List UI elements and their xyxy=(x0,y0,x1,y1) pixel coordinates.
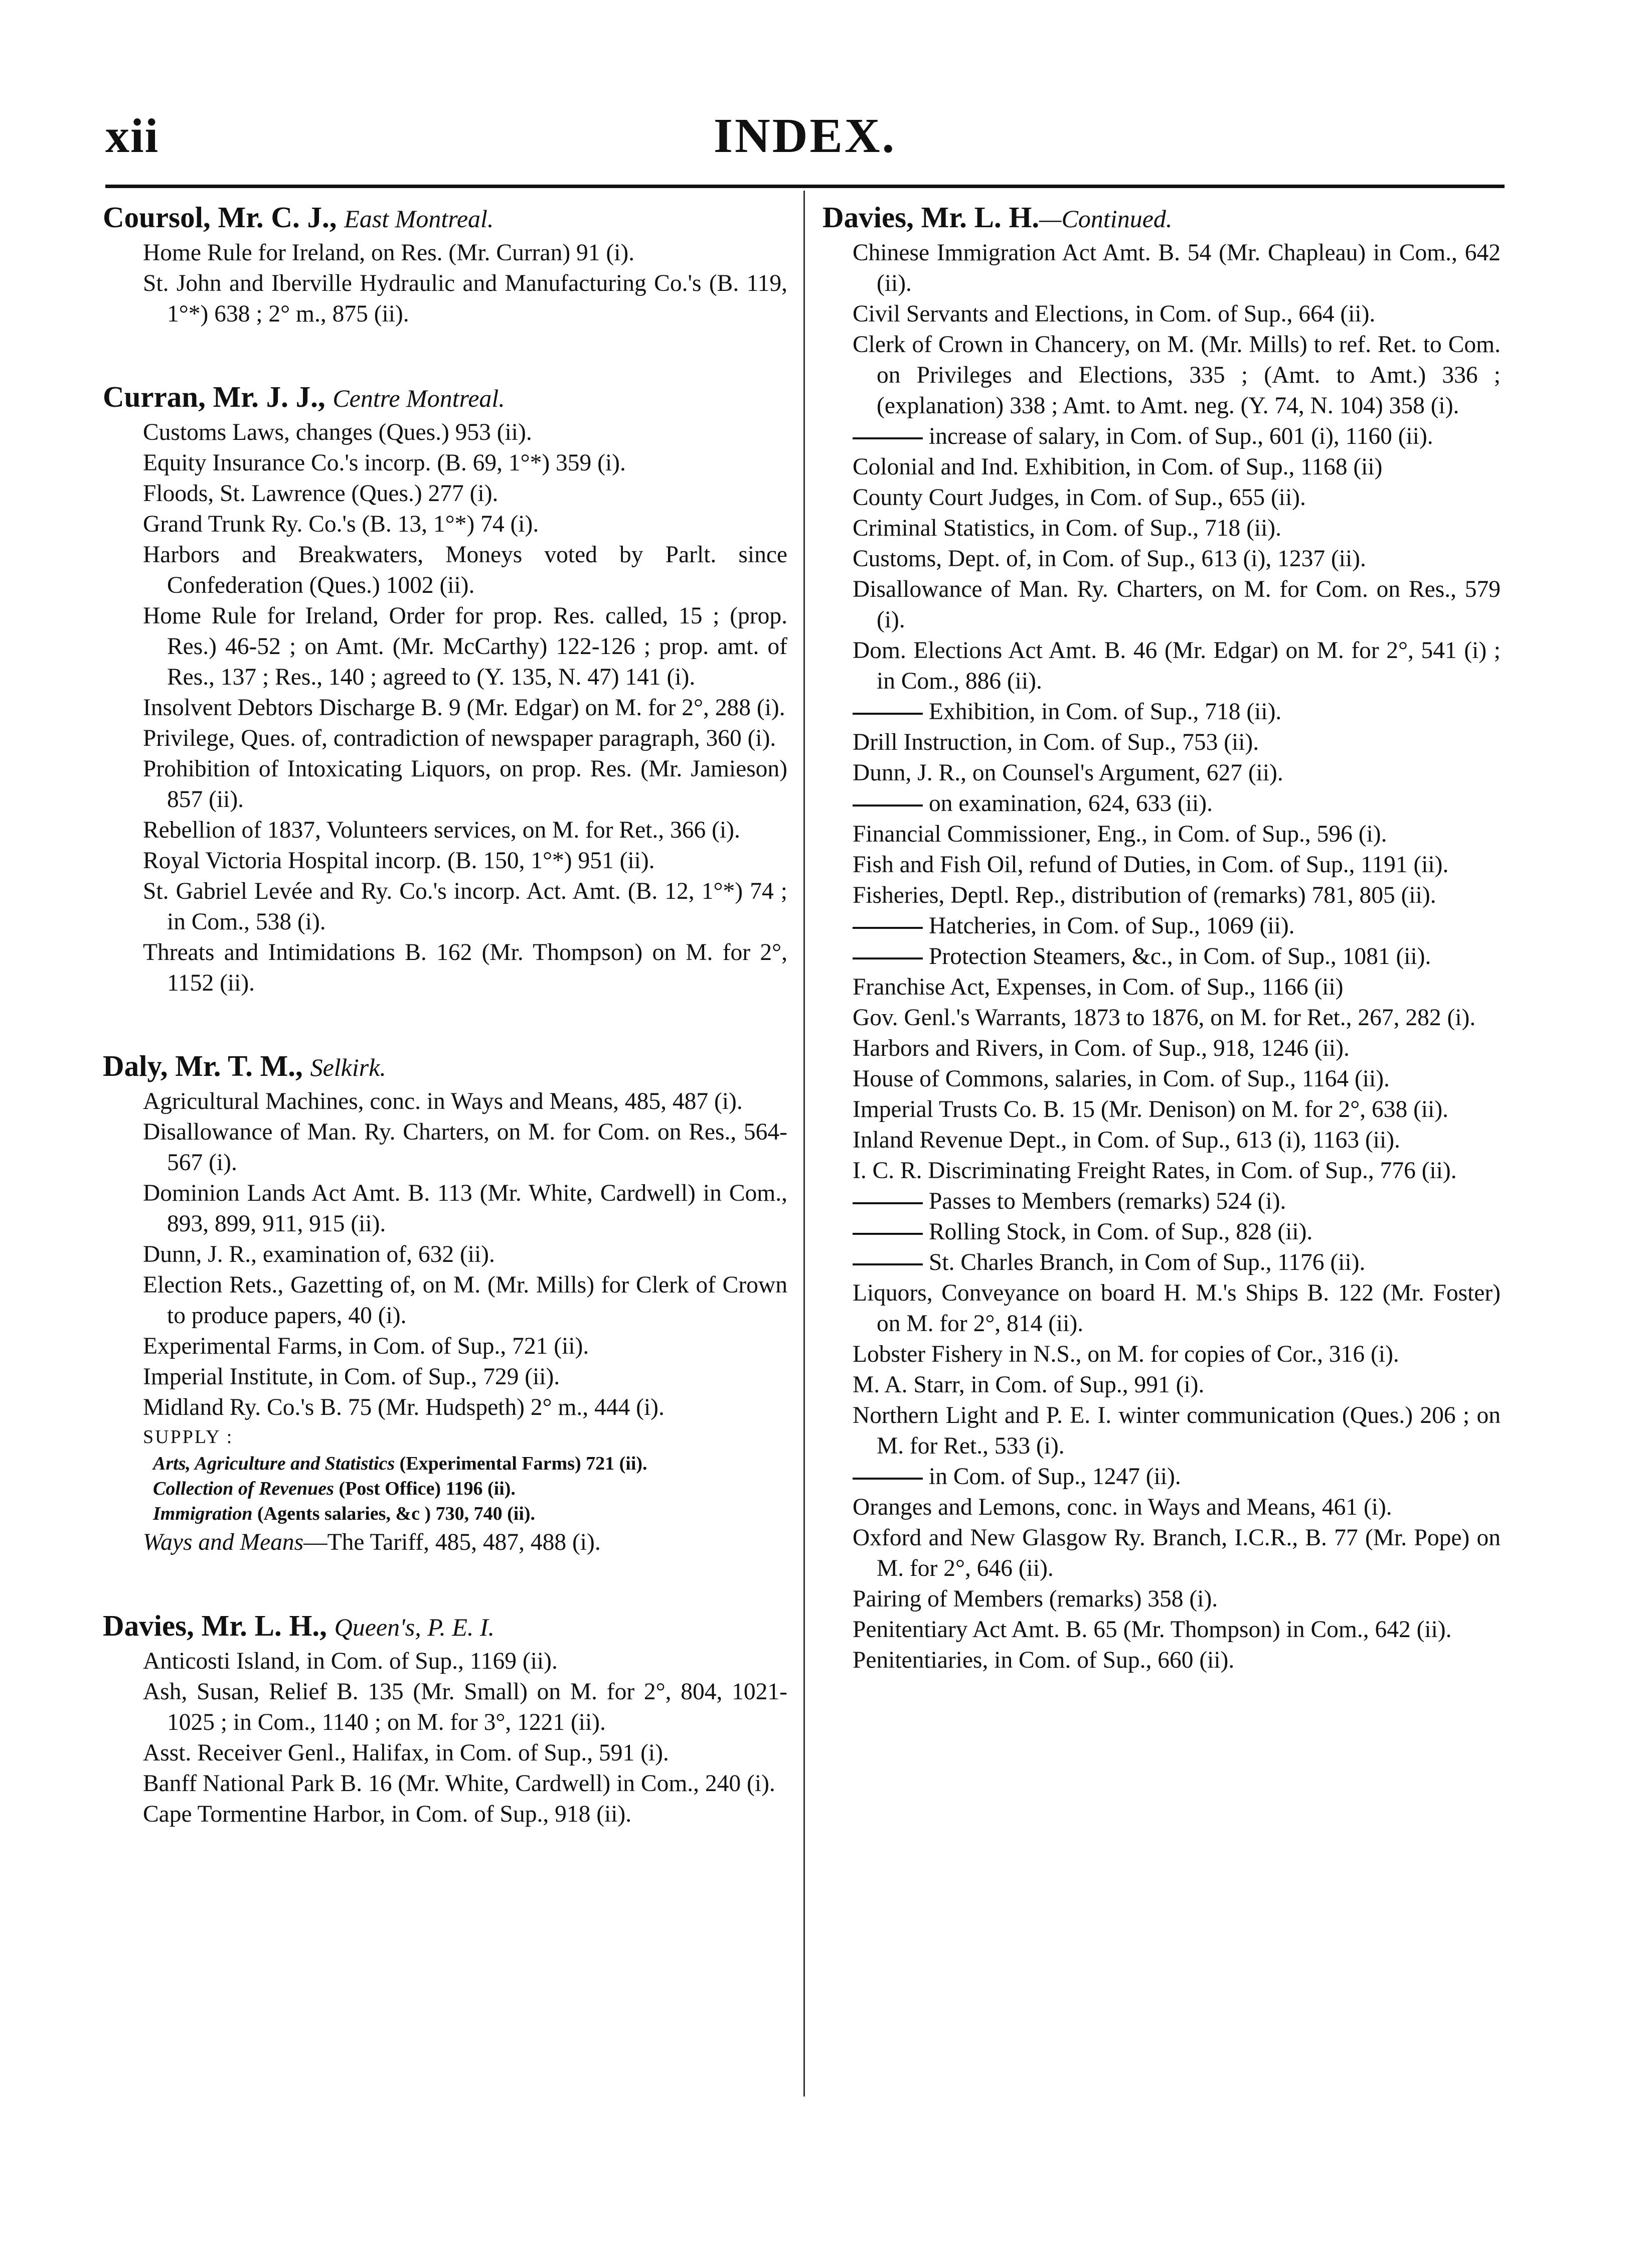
entry-text: County Court Judges, in Com. of Sup., 655 (ii). xyxy=(853,485,1306,511)
entry-text: Penitentiary Act Amt. B. 65 (Mr. Thompson) in Com., 642 (ii). xyxy=(853,1617,1452,1643)
entries-davies-continued xyxy=(822,238,1501,1676)
entry-text: Chinese Immigration Act Amt. B. 54 (Mr. Chapleau) in Com., 642 (ii). xyxy=(853,240,1501,296)
index-entry: Experimental Farms, in Com. of Sup., 721 (ii). xyxy=(143,1333,589,1359)
index-entry: Disallowance of Man. Ry. Charters, on M. for Com. on Res., 564-567 (i). xyxy=(143,1119,787,1176)
index-entry: Insolvent Debtors Discharge B. 9 (Mr. Edgar) on M. for 2°, 288 (i). xyxy=(143,695,785,721)
entry-text: Fish and Fish Oil, refund of Duties, in Com. of Sup., 1191 (ii). xyxy=(853,852,1449,878)
index-entry xyxy=(822,1615,1501,1645)
index-entry xyxy=(822,238,1501,299)
index-entry xyxy=(822,635,1501,697)
constituency: Selkirk. xyxy=(310,1053,386,1081)
ditto-dash xyxy=(853,1478,923,1480)
entry-text: Dunn, J. R., on Counsel's Argument, 627 (ii). xyxy=(853,760,1283,786)
entry-text: Oxford and New Glasgow Ry. Branch, I.C.R., B. 77 (Mr. Pope) on M. for 2°, 646 (ii). xyxy=(853,1525,1501,1581)
entry-text: Penitentiaries, in Com. of Sup., 660 (ii). xyxy=(853,1647,1235,1673)
index-entry: Cape Tormentine Harbor, in Com. of Sup., 918 (ii). xyxy=(143,1801,632,1827)
entry-text: Franchise Act, Expenses, in Com. of Sup., 1166 (ii) xyxy=(853,974,1344,1000)
index-entry: Banff National Park B. 16 (Mr. White, Cardwell) in Com., 240 (i). xyxy=(143,1771,775,1797)
index-entry: Customs Laws, changes (Ques.) 953 (ii). xyxy=(143,419,532,445)
index-entry: Privilege, Ques. of, contradiction of newspaper paragraph, 360 (i). xyxy=(143,725,776,751)
entry-text: Pairing of Members (remarks) 358 (i). xyxy=(853,1586,1218,1612)
constituency: Centre Montreal. xyxy=(333,384,505,412)
index-entry xyxy=(822,1033,1501,1064)
ditto-dash xyxy=(853,805,923,807)
entry-text: Colonial and Ind. Exhibition, in Com. of Sup., 1168 (ii) xyxy=(853,454,1383,480)
index-entry xyxy=(822,727,1501,758)
index-entry: St. John and Iberville Hydraulic and Manufacturing Co.'s (B. 119, 1°*) 638 ; 2° m., 875 (ii). xyxy=(143,270,787,327)
supply-entry xyxy=(103,1451,787,1476)
entry-text: Criminal Statistics, in Com. of Sup., 718 (ii). xyxy=(853,515,1281,541)
index-entry xyxy=(822,1370,1501,1400)
entry-text: Hatcheries, in Com. of Sup., 1069 (ii). xyxy=(929,913,1295,939)
index-entry: Anticosti Island, in Com. of Sup., 1169 (ii). xyxy=(143,1648,558,1674)
ditto-dash xyxy=(853,1233,923,1235)
entries-davies xyxy=(103,1646,787,1830)
index-entry xyxy=(822,850,1501,880)
index-entry xyxy=(822,819,1501,850)
index-entry xyxy=(822,1339,1501,1370)
entries-curran xyxy=(103,417,787,999)
index-entry: Election Rets., Gazetting of, on M. (Mr. Mills) for Clerk of Crown to produce papers, 40 (i). xyxy=(143,1272,787,1329)
member-name: Davies, Mr. L. H., xyxy=(103,1609,327,1642)
member-name: Coursol, Mr. C. J., xyxy=(103,201,337,234)
index-sub-entry xyxy=(822,1247,1501,1278)
right-column xyxy=(822,198,1501,1676)
index-heading-daly xyxy=(103,1047,787,1086)
continued-label: —Continued. xyxy=(1039,205,1173,233)
ditto-dash xyxy=(853,713,923,715)
ditto-dash xyxy=(853,1263,923,1265)
index-sub-entry xyxy=(822,421,1501,452)
constituency: Queen's, P. E. I. xyxy=(334,1613,495,1641)
entry-text: Disallowance of Man. Ry. Charters, on M. for Com. on Res., 579 (i). xyxy=(853,576,1501,633)
index-entry: Home Rule for Ireland, Order for prop. Res. called, 15 ; (prop. Res.) 46-52 ; on Amt. (Mr. McCarthy) 122-126 ; prop. amt. of Res., 137 ; Res., 140 ; agreed to (Y. 135, N. 47) 141 (i). xyxy=(143,603,787,690)
index-entry: Harbors and Breakwaters, Moneys voted by Parlt. since Confederation (Ques.) 1002 (ii). xyxy=(143,542,787,598)
index-entry xyxy=(822,1156,1501,1186)
entry-text: Financial Commissioner, Eng., in Com. of Sup., 596 (i). xyxy=(853,821,1387,847)
index-sub-entry xyxy=(822,941,1501,972)
supply-head: Collection of Revenues xyxy=(153,1478,334,1499)
entry-text: St. Charles Branch, in Com of Sup., 1176 (ii). xyxy=(929,1249,1366,1275)
entry-text: Harbors and Rivers, in Com. of Sup., 918, 1246 (ii). xyxy=(853,1035,1350,1061)
index-entry: Royal Victoria Hospital incorp. (B. 150, 1°*) 951 (ii). xyxy=(143,848,655,874)
index-entry: Equity Insurance Co.'s incorp. (B. 69, 1°*) 359 (i). xyxy=(143,450,626,476)
index-entry: St. Gabriel Levée and Ry. Co.'s incorp. Act. Amt. (B. 12, 1°*) 74 ; in Com., 538 (i). xyxy=(143,878,787,935)
header-rule xyxy=(105,185,1505,188)
index-entry: Midland Ry. Co.'s B. 75 (Mr. Hudspeth) 2° m., 444 (i). xyxy=(143,1394,665,1420)
entry-text: Passes to Members (remarks) 524 (i). xyxy=(929,1188,1286,1214)
entry-text: Dom. Elections Act Amt. B. 46 (Mr. Edgar) on M. for 2°, 541 (i) ; in Com., 886 (ii). xyxy=(853,637,1501,694)
index-entry: Agricultural Machines, conc. in Ways and Means, 485, 487 (i). xyxy=(143,1088,743,1114)
supply-entry xyxy=(103,1476,787,1501)
supply-head: Immigration xyxy=(153,1503,253,1524)
index-entry: Dominion Lands Act Amt. B. 113 (Mr. White, Cardwell) in Com., 893, 899, 911, 915 (ii). xyxy=(143,1180,787,1237)
entry-text: in Com. of Sup., 1247 (ii). xyxy=(929,1464,1181,1490)
index-entry xyxy=(822,972,1501,1003)
index-entry xyxy=(822,1492,1501,1523)
entry-text: I. C. R. Discriminating Freight Rates, in Com. of Sup., 776 (ii). xyxy=(853,1158,1457,1184)
entry-text: Exhibition, in Com. of Sup., 718 (ii). xyxy=(929,699,1282,725)
index-entry xyxy=(822,483,1501,513)
index-entry xyxy=(822,1125,1501,1156)
index-entry xyxy=(822,1003,1501,1033)
index-entry xyxy=(822,574,1501,635)
index-sub-entry xyxy=(822,1217,1501,1247)
index-entry xyxy=(822,880,1501,911)
supply-entries xyxy=(103,1451,787,1526)
index-heading-davies-continued xyxy=(822,198,1501,238)
index-entry xyxy=(822,758,1501,788)
index-entry: Ash, Susan, Relief B. 135 (Mr. Small) on M. for 2°, 804, 1021-1025 ; in Com., 1140 ; on M. for 3°, 1221 (ii). xyxy=(143,1679,787,1735)
member-name: Daly, Mr. T. M., xyxy=(103,1049,303,1082)
page-header xyxy=(105,108,1505,178)
supply-detail: (Agents salaries, &c ) 730, 740 (ii). xyxy=(257,1503,536,1524)
entries-daly xyxy=(103,1086,787,1423)
entry-text: Clerk of Crown in Chancery, on M. (Mr. Mills) to ref. Ret. to Com. on Privileges and Elections, 335 ; (Amt. to Amt.) 336 ; (explanation) 338 ; Amt. to Amt. neg. (Y. 74, N. 104) 358 (i). xyxy=(853,332,1501,419)
index-entry: Grand Trunk Ry. Co.'s (B. 13, 1°*) 74 (i). xyxy=(143,511,539,537)
supply-label: SUPPLY : xyxy=(143,1426,234,1448)
entry-text: M. A. Starr, in Com. of Sup., 991 (i). xyxy=(853,1372,1205,1398)
entry-text: Oranges and Lemons, conc. in Ways and Means, 461 (i). xyxy=(853,1494,1392,1520)
ditto-dash xyxy=(853,957,923,959)
entry-text: Rolling Stock, in Com. of Sup., 828 (ii). xyxy=(929,1219,1313,1245)
index-heading-curran xyxy=(103,378,787,417)
entry-text: Drill Instruction, in Com. of Sup., 753 (ii). xyxy=(853,729,1259,755)
index-entry xyxy=(822,1278,1501,1339)
member-name: Davies, Mr. L. H. xyxy=(822,201,1040,234)
entry-text: House of Commons, salaries, in Com. of Sup., 1164 (ii). xyxy=(853,1066,1390,1092)
entry-text: Gov. Genl.'s Warrants, 1873 to 1876, on M. for Ret., 267, 282 (i). xyxy=(853,1005,1476,1031)
index-entry: Rebellion of 1837, Volunteers services, on M. for Ret., 366 (i). xyxy=(143,817,740,843)
entry-text: Liquors, Conveyance on board H. M.'s Ships B. 122 (Mr. Foster) on M. for 2°, 814 (ii). xyxy=(853,1280,1501,1337)
entry-text: Fisheries, Deptl. Rep., distribution of (remarks) 781, 805 (ii). xyxy=(853,882,1436,908)
page-title: INDEX. xyxy=(713,109,897,163)
entry-text: Imperial Trusts Co. B. 15 (Mr. Denison) on M. for 2°, 638 (ii). xyxy=(853,1096,1449,1122)
index-entry xyxy=(822,1094,1501,1125)
index-entry xyxy=(822,1645,1501,1676)
entry-text: on examination, 624, 633 (ii). xyxy=(929,790,1213,817)
left-column xyxy=(103,198,787,1830)
index-entry xyxy=(822,452,1501,483)
index-entry xyxy=(822,544,1501,574)
supply-detail: (Experimental Farms) 721 (ii). xyxy=(399,1453,647,1474)
index-entry: Dunn, J. R., examination of, 632 (ii). xyxy=(143,1241,495,1267)
entry-text: Northern Light and P. E. I. winter communication (Ques.) 206 ; on M. for Ret., 533 (i). xyxy=(853,1402,1501,1459)
supply-detail: (Post Office) 1196 (ii). xyxy=(339,1478,516,1499)
column-divider xyxy=(803,191,805,2097)
member-name: Curran, Mr. J. J., xyxy=(103,380,325,413)
constituency: East Montreal. xyxy=(344,205,494,233)
entry-text: Protection Steamers, &c., in Com. of Sup., 1081 (ii). xyxy=(929,943,1431,970)
supply-head: Arts, Agriculture and Statistics xyxy=(153,1453,395,1474)
index-heading-coursol xyxy=(103,198,787,238)
index-heading-davies xyxy=(103,1607,787,1646)
index-entry: Prohibition of Intoxicating Liquors, on prop. Res. (Mr. Jamieson) 857 (ii). xyxy=(143,756,787,813)
index-entry xyxy=(822,330,1501,421)
index-sub-entry xyxy=(822,911,1501,941)
index-entry xyxy=(822,1064,1501,1094)
index-sub-entry xyxy=(822,788,1501,819)
entries-coursol xyxy=(103,238,787,330)
index-entry xyxy=(822,1400,1501,1462)
index-entry: Threats and Intimidations B. 162 (Mr. Thompson) on M. for 2°, 1152 (ii). xyxy=(143,939,787,996)
ditto-dash xyxy=(853,927,923,929)
index-sub-entry xyxy=(822,697,1501,727)
index-entry: Floods, St. Lawrence (Ques.) 277 (i). xyxy=(143,480,499,507)
index-entry: Home Rule for Ireland, on Res. (Mr. Curran) 91 (i). xyxy=(143,240,635,266)
ditto-dash xyxy=(853,1202,923,1204)
entry-text: Inland Revenue Dept., in Com. of Sup., 613 (i), 1163 (ii). xyxy=(853,1127,1400,1153)
entry-text: Customs, Dept. of, in Com. of Sup., 613 (i), 1237 (ii). xyxy=(853,546,1366,572)
index-entry xyxy=(822,1523,1501,1584)
index-entry xyxy=(822,299,1501,330)
index-entry xyxy=(822,1584,1501,1615)
index-entry: Asst. Receiver Genl., Halifax, in Com. of Sup., 591 (i). xyxy=(143,1740,669,1766)
index-sub-entry xyxy=(822,1462,1501,1492)
entry-text: Civil Servants and Elections, in Com. of Sup., 664 (ii). xyxy=(853,301,1376,327)
ways-and-means-entry xyxy=(103,1526,787,1558)
entry-text: increase of salary, in Com. of Sup., 601 (i), 1160 (ii). xyxy=(929,423,1433,449)
supply-entry xyxy=(103,1501,787,1526)
index-entry xyxy=(822,513,1501,544)
ways-detail: —The Tariff, 485, 487, 488 (i). xyxy=(303,1529,601,1555)
index-sub-entry xyxy=(822,1186,1501,1217)
ways-head: Ways and Means xyxy=(143,1529,304,1555)
page-number: xii xyxy=(105,109,159,163)
ditto-dash xyxy=(853,437,923,439)
entry-text: Lobster Fishery in N.S., on M. for copies of Cor., 316 (i). xyxy=(853,1341,1399,1367)
index-entry: Imperial Institute, in Com. of Sup., 729 (ii). xyxy=(143,1364,560,1390)
